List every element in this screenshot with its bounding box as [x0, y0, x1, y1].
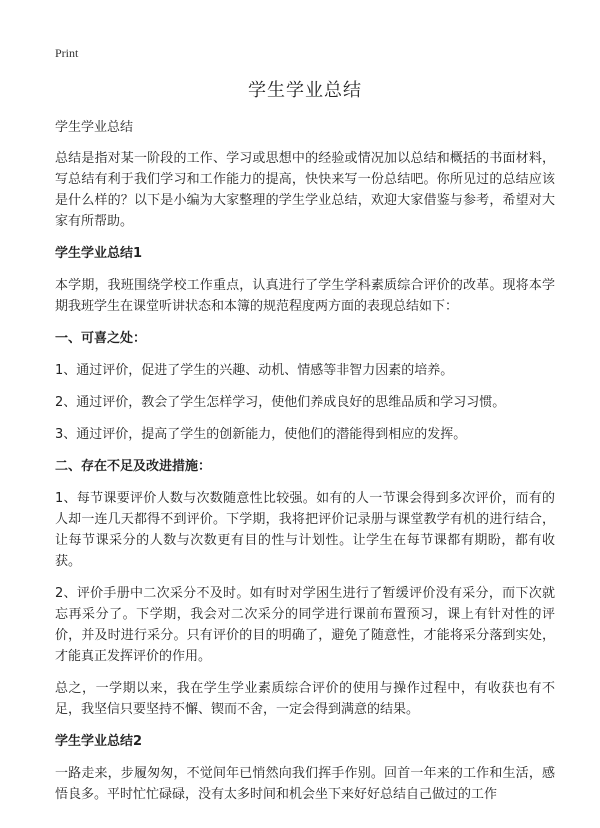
intro-paragraph: 总结是指对某一阶段的工作、学习或思想中的经验或情况加以总结和概括的书面材料，写总结有利于我们学习和工作能力的提高，快快来写一份总结吧。你所见过的总结应该是什么样的？以下是小编为大家整理的学生学业总结，欢迎大家借鉴与参考，希望对大家有所帮助。 [55, 151, 555, 229]
conclusion-paragraph: 总之，一学期以来，我在学生学业素质综合评价的使用与操作过程中，有收获也有不足，我坚信只要坚持不懈、锲而不舍，一定会得到满意的结果。 [55, 681, 555, 717]
good-points-heading: 一、可喜之处： [55, 331, 147, 346]
issue-item: 2、评价手册中二次采分不及时。如有时对学困生进行了暂缓评价没有采分，而下次就忘再采分了。下学期，我会对二次采分的同学进行课前布置预习，课上有针对性的评价，并及时进行采分。只有评价的目的明确了，避免了随意性，才能将采分落到实处，才能真正发挥评价的作用。 [55, 586, 555, 664]
print-link[interactable]: Print [55, 46, 79, 60]
document-subtitle: 学生学业总结 [55, 120, 134, 135]
page-title: 学生学业总结 [248, 80, 362, 101]
section1-intro-paragraph: 本学期，我班围绕学校工作重点，认真进行了学生学科素质综合评价的改革。现将本学期我班学生在课堂听讲状态和本簿的规范程度两方面的表现总结如下： [55, 278, 555, 314]
section2-intro-paragraph: 一路走来，步履匆匆，不觉间年已悄然向我们挥手作别。回首一年来的工作和生活，感悟良多。平时忙忙碌碌，没有太多时间和机会坐下来好好总结自己做过的工作 [55, 766, 555, 802]
good-point-item: 2、通过评价，教会了学生怎样学习，使他们养成良好的思维品质和学习习惯。 [55, 395, 506, 410]
section-heading-1: 学生学业总结1 [55, 246, 143, 261]
issues-heading: 二、存在不足及改进措施： [55, 459, 212, 474]
issue-item: 1、每节课要评价人数与次数随意性比较强。如有的人一节课会得到多次评价，而有的人却一连几天都得不到评价。下学期，我将把评价记录册与课堂教学有机的进行结合，让每节课采分的人数与次数更有目的性与计划性。让学生在每节课都有期盼，都有收获。 [55, 491, 555, 569]
section-heading-2: 学生学业总结2 [55, 734, 143, 749]
good-point-item: 1、通过评价，促进了学生的兴趣、动机、情感等非智力因素的培养。 [55, 363, 454, 378]
document-body [55, 78, 555, 816]
good-point-item: 3、通过评价，提高了学生的创新能力，使他们的潜能得到相应的发挥。 [55, 427, 467, 442]
